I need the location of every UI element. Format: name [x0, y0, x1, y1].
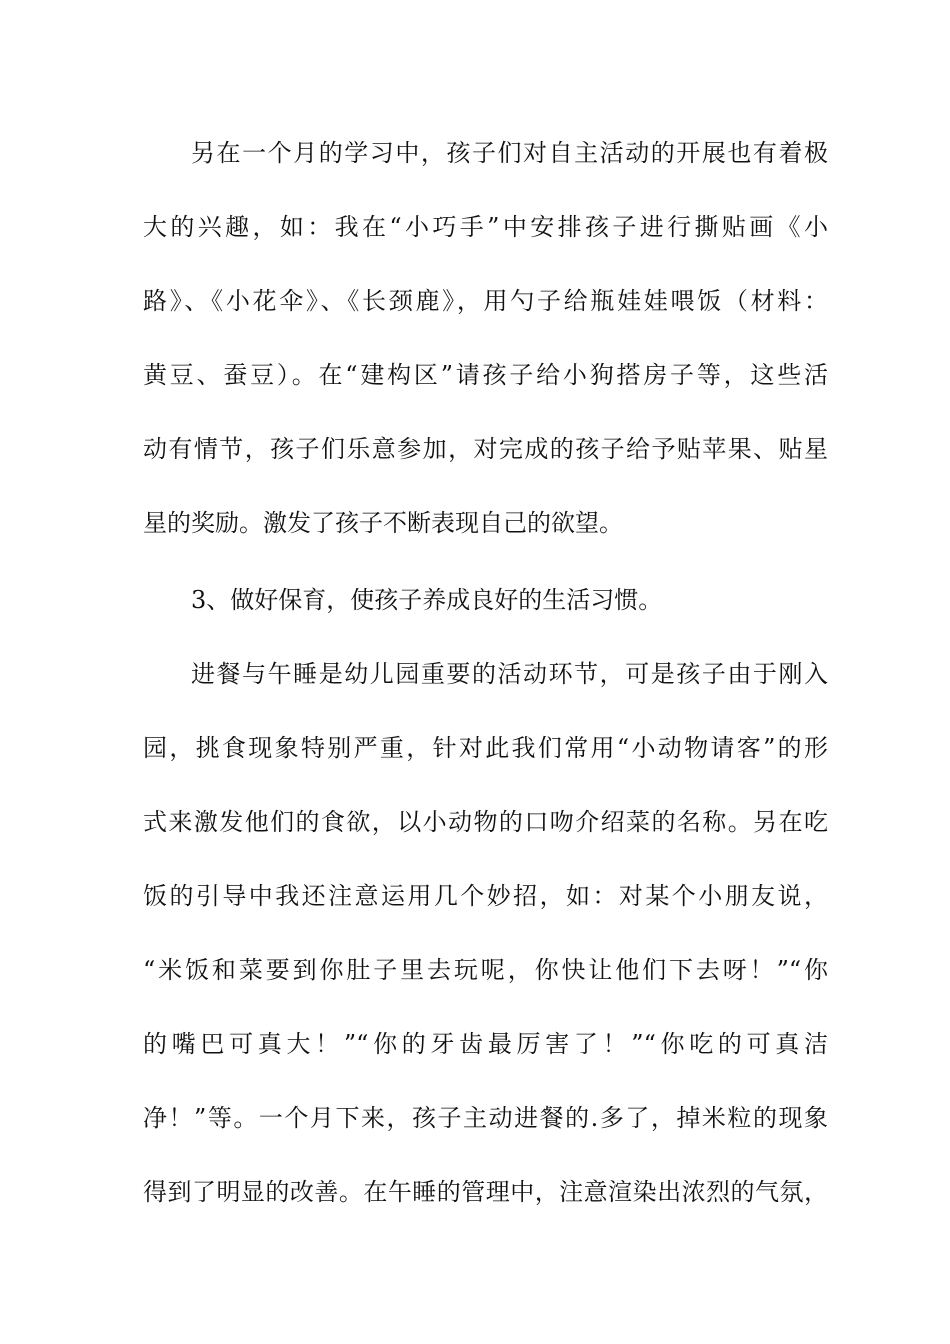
paragraph-line: 动有情节，孩子们乐意参加，对完成的孩子给予贴苹果、贴星 — [143, 435, 828, 463]
section-heading: 3、做好保育，使孩子养成良好的生活习惯。 — [191, 586, 663, 614]
paragraph-line: “米饭和菜要到你肚子里去玩呢，你快让他们下去呀！”“你 — [143, 956, 828, 984]
paragraph-line: 星的奖励。激发了孩子不断表现自己的欲望。 — [143, 509, 623, 537]
paragraph-line: 式来激发他们的食欲，以小动物的口吻介绍菜的名称。另在吃 — [143, 808, 828, 836]
paragraph-line: 大的兴趣，如：我在“小巧手”中安排孩子进行撕贴画《小 — [143, 213, 828, 241]
paragraph-line: 饭的引导中我还注意运用几个妙招，如：对某个小朋友说， — [143, 882, 828, 910]
paragraph-line: 黄豆、蚕豆）。在“建构区”请孩子给小狗搭房子等，这些活 — [143, 361, 828, 389]
paragraph-line: 的嘴巴可真大！”“你的牙齿最厉害了！”“你吃的可真洁 — [143, 1030, 828, 1058]
paragraph-line: 进餐与午睡是幼儿园重要的活动环节，可是孩子由于刚入 — [191, 660, 828, 688]
paragraph-line: 路》、《小花伞》、《长颈鹿》，用勺子给瓶娃娃喂饭（材料： — [143, 287, 828, 315]
paragraph-line: 净！”等。一个月下来，孩子主动进餐的.多了，掉米粒的现象 — [143, 1104, 828, 1132]
paragraph-line: 园，挑食现象特别严重，针对此我们常用“小动物请客”的形 — [143, 734, 828, 762]
paragraph-line: 得到了明显的改善。在午睡的管理中，注意渲染出浓烈的气氛， — [143, 1178, 828, 1206]
paragraph-line: 另在一个月的学习中，孩子们对自主活动的开展也有着极 — [191, 139, 828, 167]
